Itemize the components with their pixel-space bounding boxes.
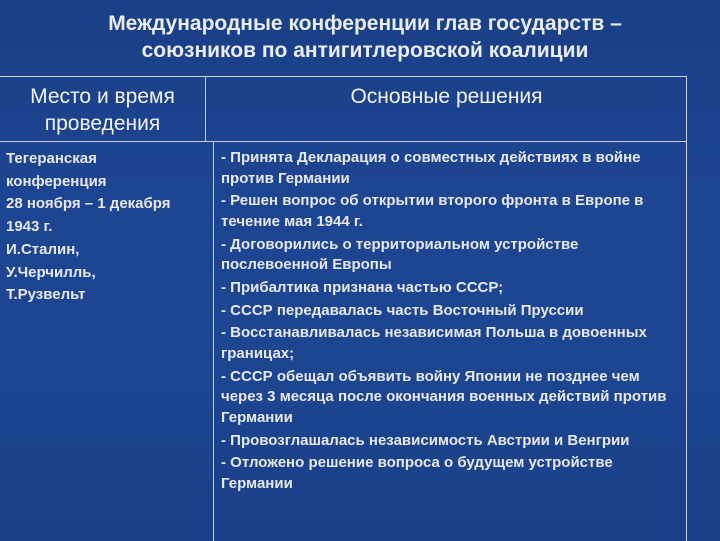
decision-item: - Провозглашалась независимость Австрии и Венгрии xyxy=(221,431,630,449)
header-place-line-2: проведения xyxy=(44,112,161,135)
slide-title-line-1: Международные конференции глав государств – xyxy=(108,12,622,35)
conference-info-line: конференция xyxy=(6,172,107,190)
decision-item: - Принята Декларация о совместных действиях в войне против Германии xyxy=(221,149,641,187)
decision-item: - Отложено решение вопроса о будущем устройстве Германии xyxy=(221,454,613,492)
decision-item: - Прибалтика признана частью СССР; xyxy=(221,278,504,296)
conference-info-line: Т.Рузвельт xyxy=(6,286,86,304)
table-header-row xyxy=(0,76,687,142)
slide-title xyxy=(40,10,690,64)
decision-item: - Договорились о территориальном устройстве послевоенной Европы xyxy=(221,235,579,274)
decisions-cell xyxy=(221,148,683,497)
table-right-border xyxy=(686,141,687,541)
decision-item: - СССР обещал объявить войну Японии не позднее чем через 3 месяца после окончания военных действий против Германии xyxy=(221,367,667,426)
conference-info-line: 1943 г. xyxy=(6,218,53,236)
conference-info-line: У.Черчилль, xyxy=(6,263,96,281)
decision-item: - Восстанавливалась независимая Польша в довоенных границах; xyxy=(221,324,647,362)
decision-item: - Решен вопрос об открытии второго фронта в Европе в течение мая 1944 г. xyxy=(221,192,644,230)
conference-info-line: Тегеранская xyxy=(6,150,97,167)
conference-info-line: И.Сталин, xyxy=(6,240,80,258)
conference-info-cell xyxy=(6,148,211,307)
header-main-decisions: Основные решения xyxy=(350,85,543,108)
header-place-line-1: Место и время xyxy=(30,85,175,108)
column-divider xyxy=(213,141,214,541)
conference-info-line: 28 ноября – 1 декабря xyxy=(6,195,171,213)
decision-item: - СССР передавалась часть Восточный Пруссии xyxy=(221,301,584,319)
header-place-and-time xyxy=(0,77,206,141)
slide-title-line-2: союзников по антигитлеровской коалиции xyxy=(141,39,589,62)
